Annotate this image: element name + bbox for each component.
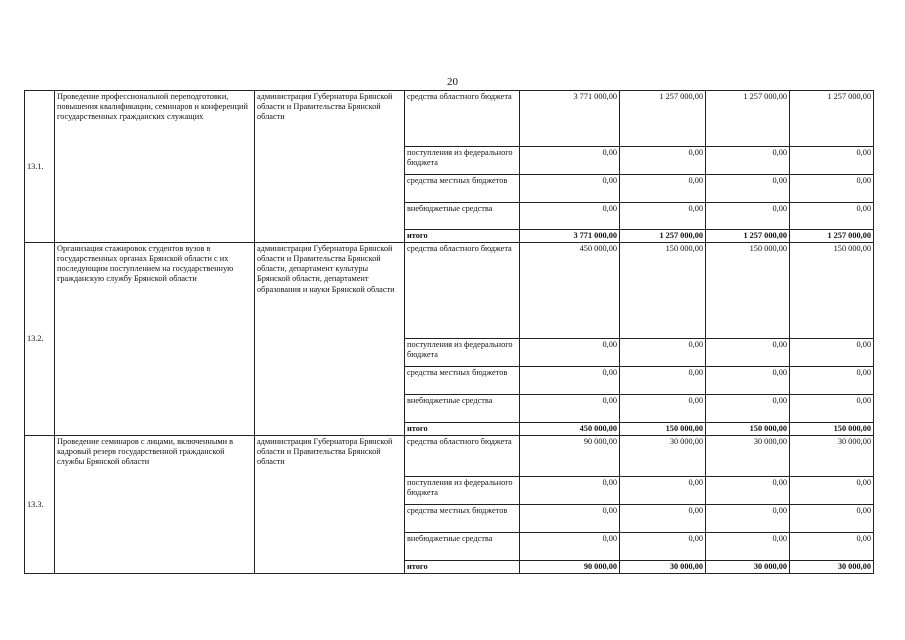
executor: администрация Губернатора Брянской области и Правительства Брянской области — [255, 436, 405, 574]
amount-cell: 0,00 — [520, 395, 620, 423]
amount-cell: 1 257 000,00 — [706, 91, 790, 147]
amount-cell: 30 000,00 — [790, 436, 874, 477]
amount-cell: 0,00 — [620, 175, 706, 203]
amount-cell: 0,00 — [790, 505, 874, 533]
amount-cell: 0,00 — [706, 339, 790, 367]
amount-cell: 0,00 — [790, 367, 874, 395]
amount-cell: 0,00 — [706, 203, 790, 230]
funding-source: итого — [405, 423, 520, 436]
amount-cell: 450 000,00 — [520, 243, 620, 339]
amount-cell: 1 257 000,00 — [790, 230, 874, 243]
funding-source: средства областного бюджета — [405, 243, 520, 339]
amount-cell: 3 771 000,00 — [520, 230, 620, 243]
amount-cell: 0,00 — [790, 395, 874, 423]
amount-cell: 30 000,00 — [790, 561, 874, 574]
amount-cell: 0,00 — [790, 175, 874, 203]
funding-source: поступления из федерального бюджета — [405, 477, 520, 505]
amount-cell: 0,00 — [706, 395, 790, 423]
amount-cell: 0,00 — [520, 505, 620, 533]
amount-cell: 0,00 — [620, 367, 706, 395]
funding-source: поступления из федерального бюджета — [405, 147, 520, 175]
amount-cell: 30 000,00 — [620, 436, 706, 477]
amount-cell: 90 000,00 — [520, 561, 620, 574]
amount-cell: 0,00 — [620, 477, 706, 505]
amount-cell: 0,00 — [706, 505, 790, 533]
amount-cell: 0,00 — [620, 203, 706, 230]
funding-source: итого — [405, 230, 520, 243]
section-number: 13.2. — [25, 243, 55, 436]
funding-source: средства местных бюджетов — [405, 367, 520, 395]
amount-cell: 0,00 — [620, 505, 706, 533]
amount-cell: 0,00 — [790, 533, 874, 561]
amount-cell: 90 000,00 — [520, 436, 620, 477]
budget-table — [24, 90, 874, 574]
amount-cell: 0,00 — [520, 175, 620, 203]
amount-cell: 150 000,00 — [620, 423, 706, 436]
amount-cell: 0,00 — [620, 339, 706, 367]
executor: администрация Губернатора Брянской области и Правительства Брянской области, департамент культуры Брянской области, департамент образования и науки Брянской области — [255, 243, 405, 436]
amount-cell: 0,00 — [706, 533, 790, 561]
executor: администрация Губернатора Брянской области и Правительства Брянской области — [255, 91, 405, 243]
funding-source: средства местных бюджетов — [405, 505, 520, 533]
section-number: 13.3. — [25, 436, 55, 574]
amount-cell: 3 771 000,00 — [520, 91, 620, 147]
funding-source: средства областного бюджета — [405, 436, 520, 477]
amount-cell: 0,00 — [520, 367, 620, 395]
table-row — [25, 243, 874, 339]
amount-cell: 0,00 — [620, 533, 706, 561]
table-row — [25, 91, 874, 147]
amount-cell: 150 000,00 — [790, 423, 874, 436]
amount-cell: 150 000,00 — [790, 243, 874, 339]
amount-cell: 30 000,00 — [620, 561, 706, 574]
amount-cell: 450 000,00 — [520, 423, 620, 436]
amount-cell: 0,00 — [620, 147, 706, 175]
amount-cell: 1 257 000,00 — [706, 230, 790, 243]
funding-source: внебюджетные средства — [405, 203, 520, 230]
funding-source: поступления из федерального бюджета — [405, 339, 520, 367]
table-row — [25, 436, 874, 477]
amount-cell: 0,00 — [520, 203, 620, 230]
amount-cell: 1 257 000,00 — [790, 91, 874, 147]
amount-cell: 0,00 — [790, 339, 874, 367]
amount-cell: 0,00 — [706, 147, 790, 175]
amount-cell: 0,00 — [520, 147, 620, 175]
amount-cell: 30 000,00 — [706, 436, 790, 477]
funding-source: средства областного бюджета — [405, 91, 520, 147]
amount-cell: 0,00 — [706, 175, 790, 203]
measure-description: Проведение семинаров с лицами, включенными в кадровый резерв государственной гражданской службы Брянской области — [55, 436, 255, 574]
amount-cell: 1 257 000,00 — [620, 91, 706, 147]
amount-cell: 0,00 — [706, 367, 790, 395]
amount-cell: 0,00 — [706, 477, 790, 505]
amount-cell: 150 000,00 — [706, 423, 790, 436]
amount-cell: 0,00 — [790, 147, 874, 175]
funding-source: средства местных бюджетов — [405, 175, 520, 203]
amount-cell: 0,00 — [520, 533, 620, 561]
funding-source: итого — [405, 561, 520, 574]
amount-cell: 30 000,00 — [706, 561, 790, 574]
amount-cell: 0,00 — [620, 395, 706, 423]
amount-cell: 1 257 000,00 — [620, 230, 706, 243]
amount-cell: 0,00 — [790, 477, 874, 505]
funding-source: внебюджетные средства — [405, 395, 520, 423]
funding-source: внебюджетные средства — [405, 533, 520, 561]
measure-description: Проведение профессиональной переподготовки, повышения квалификации, семинаров и конференций государственных гражданских служащих — [55, 91, 255, 243]
amount-cell: 0,00 — [520, 339, 620, 367]
amount-cell: 0,00 — [520, 477, 620, 505]
amount-cell: 150 000,00 — [706, 243, 790, 339]
section-number: 13.1. — [25, 91, 55, 243]
amount-cell: 150 000,00 — [620, 243, 706, 339]
amount-cell: 0,00 — [790, 203, 874, 230]
measure-description: Организация стажировок студентов вузов в государственных органах Брянской области с их последующим поступлением на государственную гражданскую службу Брянской области — [55, 243, 255, 436]
page-number: 20 — [447, 76, 458, 88]
